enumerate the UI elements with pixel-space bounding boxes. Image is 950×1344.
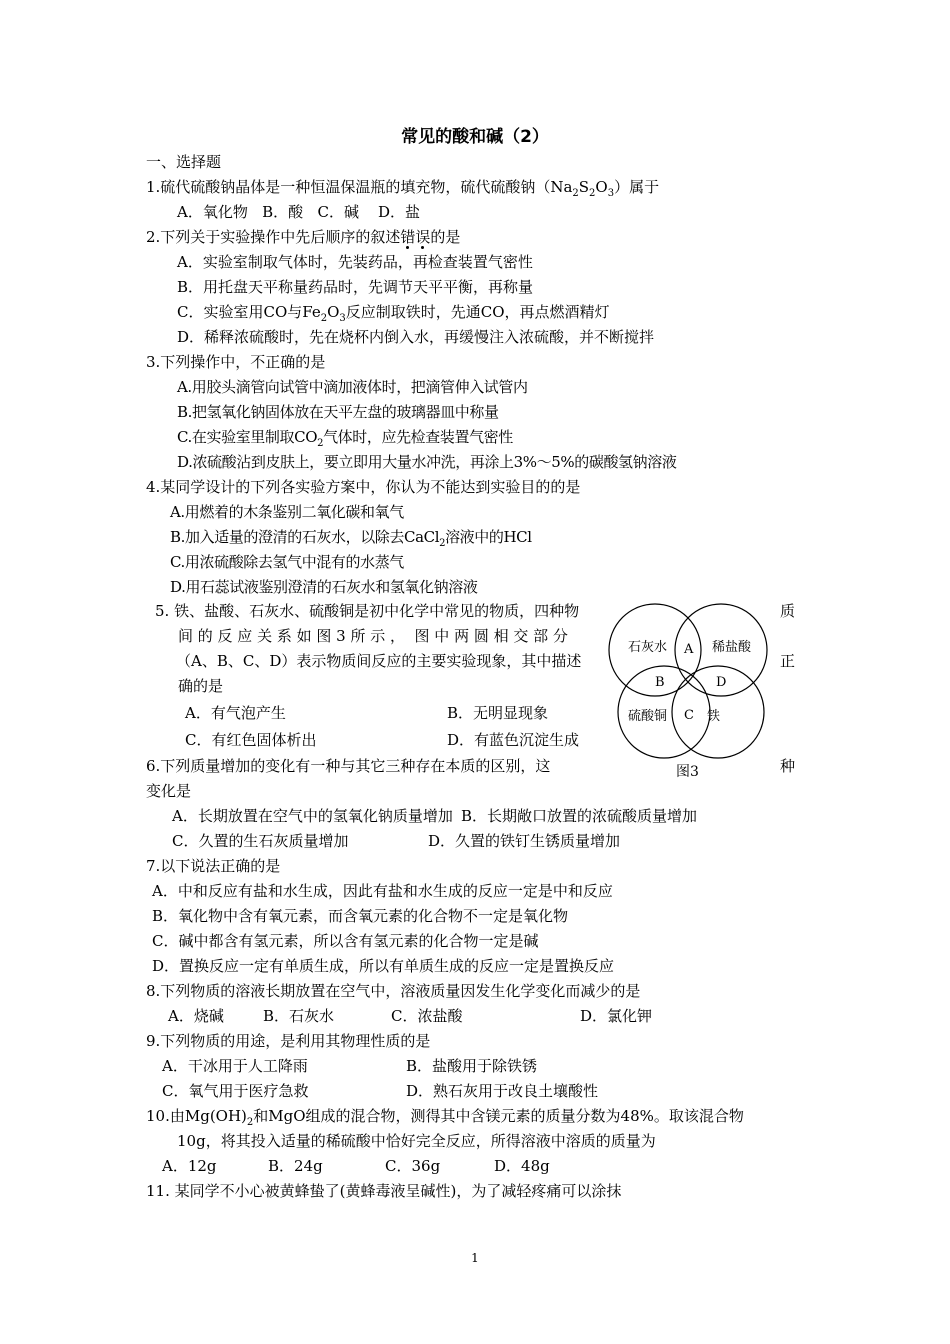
- question-9-option-a: A．干冰用于人工降雨: [162, 1057, 308, 1075]
- section-heading: 一、选择题: [146, 153, 222, 171]
- question-10-line-2: 10g，将其投入适量的稀硫酸中恰好完全反应，所得溶液中溶质的质量为: [177, 1132, 656, 1150]
- question-5-line-3-tail: 正: [780, 652, 796, 670]
- question-3-option-c: C.在实验室里制取$CO_2$气体时，应先检查装置气密性: [177, 428, 513, 449]
- question-10-line-1: 10.由$Mg(OH)_2$和MgO组成的混合物，测得其中含镁元素的质量分数为48%。取该混合物: [146, 1107, 744, 1128]
- question-1-stem: 1.硫代硫酸钠晶体是一种恒温保温瓶的填充物，硫代硫酸钠$(Na_2S_2O_3)$属于: [146, 178, 660, 199]
- question-5-option-d: D．有蓝色沉淀生成: [447, 731, 580, 749]
- question-9-option-b: B．盐酸用于除铁锈: [406, 1057, 538, 1075]
- question-8-stem: 8.下列物质的溶液长期放置在空气中，溶液质量因发生化学变化而减少的是: [146, 982, 641, 1000]
- question-3-option-b: B.把氢氧化钠固体放在天平左盘的玻璃器皿中称量: [177, 403, 499, 421]
- question-10-option-c: C．36g: [385, 1157, 441, 1175]
- question-5-option-a: A．有气泡产生: [185, 704, 286, 722]
- figure-3-diagram: [600, 595, 780, 790]
- question-8-option-c: C．浓盐酸: [391, 1007, 463, 1025]
- question-6-line-1-tail: 种: [780, 757, 796, 775]
- question-3-option-d: D.浓硫酸沾到皮肤上，要立即用大量水冲洗，再涂上3%～5%的碳酸氢钠溶液: [177, 453, 677, 471]
- emphasis-mark: 误: [415, 228, 431, 246]
- question-2-stem: 2.下列关于实验操作中先后顺序的叙述错误的是: [146, 228, 461, 246]
- question-5-line-3: （A、B、C、D）表示物质间反应的主要实验现象，其中描述: [176, 652, 582, 670]
- question-6-option-c: C．久置的生石灰质量增加: [172, 832, 349, 850]
- question-7-option-c: C．碱中都含有氢元素，所以含有氢元素的化合物一定是碱: [152, 932, 539, 950]
- label-copper-sulfate: 硫酸铜: [628, 709, 668, 724]
- question-6-option-d: D．久置的铁钉生锈质量增加: [428, 832, 621, 850]
- question-6-option-b: B．长期敞口放置的浓硫酸质量增加: [461, 807, 698, 825]
- label-hydrochloric-acid: 稀盐酸: [712, 640, 752, 655]
- question-1-options: A．氧化物 B．酸 C．碱 D．盐: [177, 203, 421, 221]
- question-5-line-1-tail: 质: [780, 602, 796, 620]
- question-3-option-a: A.用胶头滴管向试管中滴加液体时，把滴管伸入试管内: [177, 378, 528, 396]
- question-7-option-b: B．氧化物中含有氧元素，而含氧元素的化合物不一定是氧化物: [152, 907, 569, 925]
- question-8-option-b: B．石灰水: [263, 1007, 335, 1025]
- question-9-option-d: D．熟石灰用于改良土壤酸性: [406, 1082, 599, 1100]
- question-9-option-c: C．氧气用于医疗急救: [162, 1082, 309, 1100]
- question-2-option-b: B．用托盘天平称量药品时，先调节天平平衡，再称量: [177, 278, 534, 296]
- question-4-option-d: D.用石蕊试液鉴别澄清的石灰水和氢氧化钠溶液: [170, 578, 478, 596]
- question-2-option-d: D．稀释浓硫酸时，先在烧杯内倒入水，再缓慢注入浓硫酸，并不断搅拌: [177, 328, 655, 346]
- question-4-stem: 4.某同学设计的下列各实验方案中，你认为不能达到实验目的的是: [146, 478, 581, 496]
- question-5-option-c: C．有红色固体析出: [185, 731, 317, 749]
- question-10-option-b: B．24g: [268, 1157, 323, 1175]
- question-6-line-2: 变化是: [146, 782, 192, 800]
- question-7-stem: 7.以下说法正确的是: [146, 857, 281, 875]
- question-7-option-a: A．中和反应有盐和水生成，因此有盐和水生成的反应一定是中和反应: [152, 882, 613, 900]
- question-4-option-b: B.加入适量的澄清的石灰水，以除去CaCl$_2$溶液中的HCl: [170, 528, 532, 549]
- question-4-option-a: A.用燃着的木条鉴别二氧化碳和氧气: [170, 503, 404, 521]
- question-5-option-b: B．无明显现象: [447, 704, 549, 722]
- mark-c: C: [684, 708, 694, 723]
- question-6-option-a: A．长期放置在空气中的氢氧化钠质量增加: [172, 807, 453, 825]
- label-limewater: 石灰水: [628, 640, 668, 655]
- question-3-stem: 3.下列操作中，不正确的是: [146, 353, 326, 371]
- mark-d: D: [716, 675, 727, 690]
- question-8-option-a: A．烧碱: [168, 1007, 224, 1025]
- page-title: 常见的酸和碱（2）: [401, 127, 549, 147]
- question-7-option-d: D．置换反应一定有单质生成，所以有单质生成的反应一定是置换反应: [152, 957, 615, 975]
- question-2-option-a: A．实验室制取气体时，先装药品，再检查装置气密性: [177, 253, 533, 271]
- question-8-option-d: D．氯化钾: [580, 1007, 653, 1025]
- question-5-line-1: 5. 铁、盐酸、石灰水、硫酸铜是初中化学中常见的物质，四种物: [155, 602, 580, 620]
- label-iron: 铁: [707, 709, 721, 724]
- page-number: 1: [471, 1251, 479, 1265]
- mark-a: A: [684, 642, 694, 657]
- question-2-option-c: C．实验室用CO与$Fe_2O_3$反应制取铁时，先通CO，再点燃酒精灯: [177, 303, 610, 324]
- emphasis-mark: 错: [400, 228, 416, 246]
- figure-caption: 图3: [676, 764, 699, 780]
- question-6-line-1: 6.下列质量增加的变化有一种与其它三种存在本质的区别，这: [146, 757, 551, 775]
- question-4-option-c: C.用浓硫酸除去氢气中混有的水蒸气: [170, 553, 404, 571]
- question-5-line-2: 间 的 反 应 关 系 如 图 3 所 示 ， 图 中 两 圆 相 交 部 分: [178, 627, 568, 645]
- question-5-line-4: 确的是: [178, 677, 224, 695]
- question-10-option-d: D．48g: [494, 1157, 550, 1175]
- question-9-stem: 9.下列物质的用途，是利用其物理性质的是: [146, 1032, 431, 1050]
- question-10-option-a: A．12g: [162, 1157, 217, 1175]
- mark-b: B: [655, 675, 665, 690]
- question-11-stem: 11. 某同学不小心被黄蜂蛰了(黄蜂毒液呈碱性)，为了减轻疼痛可以涂抹: [146, 1182, 622, 1200]
